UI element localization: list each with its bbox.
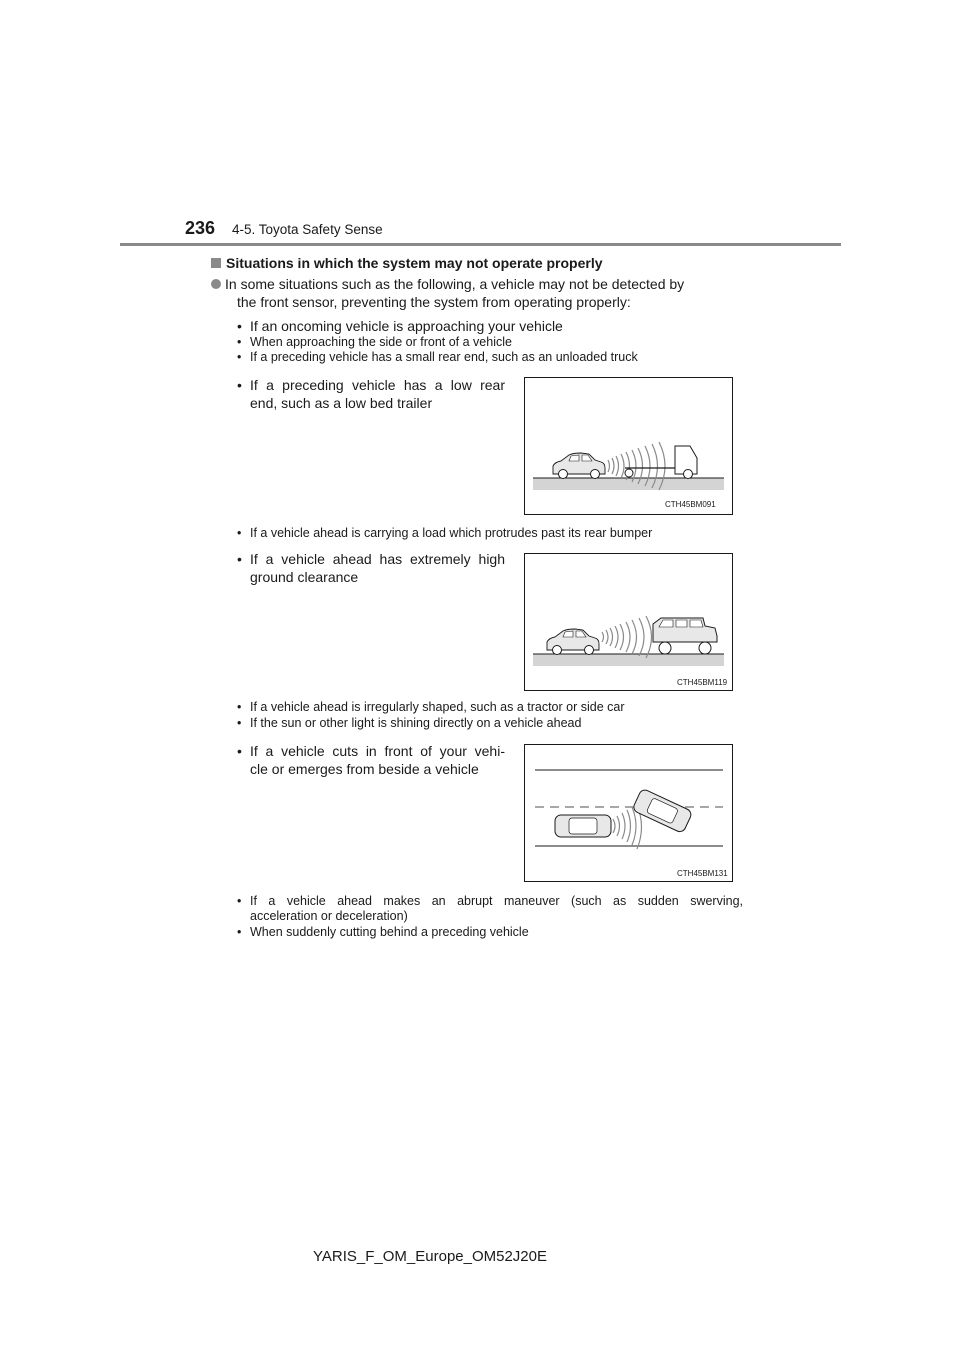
figure-code-2: CTH45BM119 [677, 678, 728, 687]
intro-paragraph-line1 [211, 275, 751, 294]
figure-high-clearance-drawing [525, 554, 732, 690]
bullet-oncoming: • If an oncoming vehicle is approaching your vehicle [237, 317, 563, 335]
bullet-high-clearance-line2: ground clearance [250, 569, 359, 585]
bullet-irregular-shape: • If a vehicle ahead is irregularly shaped, such as a tractor or side car [237, 700, 625, 715]
bullet-cut-in-line2: cle or emerges from beside a vehicle [250, 761, 479, 777]
figure-high-clearance [524, 553, 733, 691]
bullet-load-protrudes: • If a vehicle ahead is carrying a load which protrudes past its rear bumper [237, 526, 652, 541]
figure-cut-in-drawing [525, 745, 732, 881]
bullet-sun-light: • If the sun or other light is shining directly on a vehicle ahead [237, 716, 581, 731]
bullet-high-clearance [237, 550, 505, 586]
bullet-high-clearance-line1: • If a vehicle ahead has extremely high [250, 551, 505, 567]
bullet-abrupt-maneuver-line2: acceleration or deceleration) [250, 909, 408, 923]
page-number: 236 [185, 218, 216, 238]
bullet-abrupt-maneuver [237, 894, 743, 924]
bullet-low-rear-line1: • If a preceding vehicle has a low rear [250, 377, 505, 393]
figure-low-bed-trailer-drawing [525, 378, 732, 514]
section-heading-text: Situations in which the system may not operate properly [226, 255, 603, 271]
bullet-approaching-side: • When approaching the side or front of a vehicle [237, 335, 512, 350]
bullet-abrupt-maneuver-line1: • If a vehicle ahead makes an abrupt maneuver (such as sudden swerving, [250, 894, 743, 908]
figure-low-bed-trailer [524, 377, 733, 515]
figure-code-3: CTH45BM131 [677, 869, 728, 878]
square-bullet-icon [211, 258, 221, 268]
section-heading [211, 255, 603, 271]
bullet-low-rear-line2: end, such as a low bed trailer [250, 395, 433, 411]
intro-line1: In some situations such as the following, a vehicle may not be detected by [225, 276, 685, 292]
bullet-cutting-behind: • When suddenly cutting behind a preceding vehicle [237, 925, 529, 940]
circle-bullet-icon [211, 279, 221, 289]
bullet-cut-in-line1: • If a vehicle cuts in front of your vehi- [250, 743, 505, 759]
header-rule [120, 243, 841, 246]
footer-document-id: YARIS_F_OM_Europe_OM52J20E [313, 1248, 548, 1265]
intro-line2: the front sensor, preventing the system from operating properly: [237, 294, 631, 310]
figure-cut-in [524, 744, 733, 882]
figure-code-1: CTH45BM091 [665, 500, 716, 509]
bullet-cut-in [237, 742, 505, 778]
section-title: 4-5. Toyota Safety Sense [232, 222, 383, 237]
bullet-small-rear: • If a preceding vehicle has a small rear end, such as an unloaded truck [237, 350, 638, 365]
bullet-low-rear [237, 376, 505, 412]
